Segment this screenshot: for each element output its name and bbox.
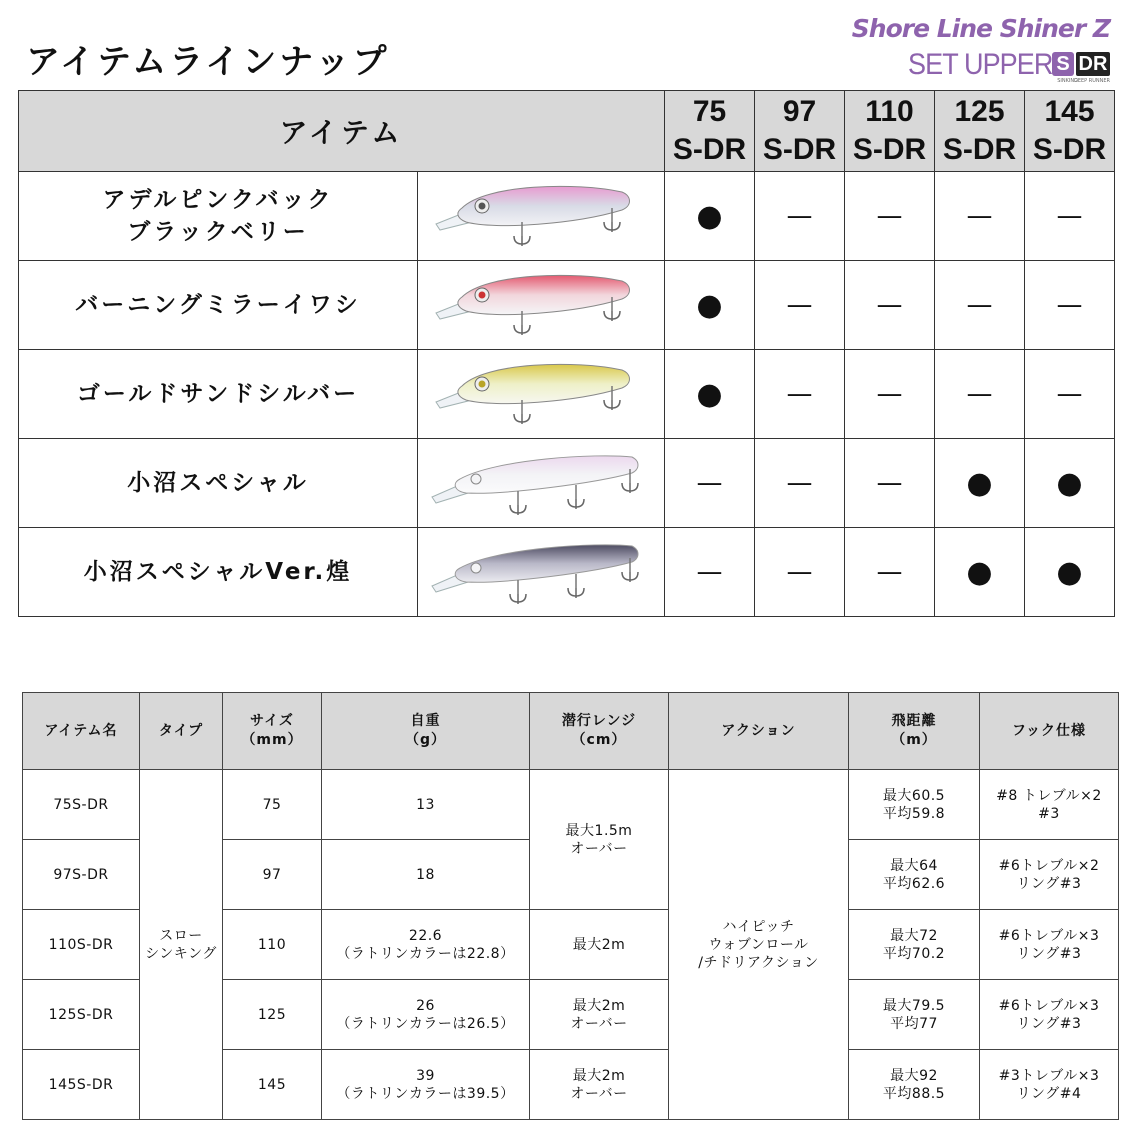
spec-hook: #6トレブル×3 リング#3 xyxy=(980,980,1119,1050)
lineup-row xyxy=(19,528,1115,617)
lineup-row xyxy=(19,350,1115,439)
size-header-97 xyxy=(755,91,845,172)
availability-mark: — xyxy=(935,350,1025,439)
availability-mark: — xyxy=(845,261,935,350)
spec-header-hook: フック仕様 xyxy=(980,693,1119,770)
lineup-table xyxy=(18,90,1115,617)
availability-mark: ● xyxy=(935,528,1025,617)
spec-range: 最大1.5m オーバー xyxy=(530,770,669,910)
spec-hook: #6トレブル×3 リング#3 xyxy=(980,910,1119,980)
availability-mark: ● xyxy=(665,261,755,350)
availability-mark: — xyxy=(665,439,755,528)
brand-logo xyxy=(840,14,1110,84)
availability-mark: — xyxy=(1025,350,1115,439)
spec-range: 最大2m オーバー xyxy=(530,980,669,1050)
size-header-145 xyxy=(1025,91,1115,172)
spec-header-action: アクション xyxy=(669,693,849,770)
spec-hook: #6トレブル×2 リング#3 xyxy=(980,840,1119,910)
spec-distance: 最大79.5 平均77 xyxy=(849,980,980,1050)
size-header-110 xyxy=(845,91,935,172)
spec-header-item-name: アイテム名 xyxy=(23,693,140,770)
deep-runner-badge: DR xyxy=(1076,52,1110,76)
size-type: S-DR xyxy=(942,133,1017,166)
spec-hook: #8 トレブル×2 #3 xyxy=(980,770,1119,840)
lineup-row xyxy=(19,261,1115,350)
spec-weight: 18 xyxy=(322,840,530,910)
spec-header-range: 潜行レンジ （cm） xyxy=(530,693,669,770)
spec-weight: 26 （ラトリンカラーは26.5） xyxy=(322,980,530,1050)
availability-mark: ● xyxy=(935,439,1025,528)
spec-header-type: タイプ xyxy=(140,693,223,770)
spec-item-name: 145S-DR xyxy=(23,1050,140,1120)
spec-header-row xyxy=(23,693,1119,770)
availability-mark: — xyxy=(845,350,935,439)
spec-type: スロー シンキング xyxy=(140,770,223,1120)
color-name: 小沼スペシャルVer.煌 xyxy=(19,528,418,617)
availability-mark: — xyxy=(1025,261,1115,350)
availability-mark: — xyxy=(755,528,845,617)
spec-item-name: 110S-DR xyxy=(23,910,140,980)
spec-item-name: 125S-DR xyxy=(23,980,140,1050)
color-name: 小沼スペシャル xyxy=(19,439,418,528)
spec-distance: 最大60.5 平均59.8 xyxy=(849,770,980,840)
item-column-header: アイテム xyxy=(19,91,665,172)
size-number: 97 xyxy=(782,95,817,128)
availability-mark: — xyxy=(665,528,755,617)
availability-mark: — xyxy=(755,439,845,528)
size-header-75 xyxy=(665,91,755,172)
size-type: S-DR xyxy=(852,133,927,166)
lure-image xyxy=(418,172,665,261)
spec-table xyxy=(22,692,1119,1120)
sinking-badge-caption: SINKING xyxy=(1057,78,1078,84)
spec-range: 最大2m xyxy=(530,910,669,980)
lineup-header-row xyxy=(19,91,1115,172)
size-type: S-DR xyxy=(672,133,747,166)
spec-item-name: 97S-DR xyxy=(23,840,140,910)
spec-row xyxy=(23,770,1119,840)
size-header-125 xyxy=(935,91,1025,172)
color-name: ゴールドサンドシルバー xyxy=(19,350,418,439)
lure-image xyxy=(418,528,665,617)
spec-size: 125 xyxy=(223,980,322,1050)
lineup-row xyxy=(19,172,1115,261)
availability-mark: — xyxy=(755,350,845,439)
deep-runner-badge-caption: DEEP RUNNER xyxy=(1073,78,1110,84)
spec-distance: 最大72 平均70.2 xyxy=(849,910,980,980)
spec-weight: 39 （ラトリンカラーは39.5） xyxy=(322,1050,530,1120)
sinking-badge: S xyxy=(1052,52,1074,76)
availability-mark: — xyxy=(935,261,1025,350)
spec-range: 最大2m オーバー xyxy=(530,1050,669,1120)
spec-header-size: サイズ （mm） xyxy=(223,693,322,770)
lure-image xyxy=(418,261,665,350)
lineup-row xyxy=(19,439,1115,528)
spec-size: 97 xyxy=(223,840,322,910)
availability-mark: ● xyxy=(665,350,755,439)
spec-size: 110 xyxy=(223,910,322,980)
spec-distance: 最大64 平均62.6 xyxy=(849,840,980,910)
page-title: アイテムラインナップ xyxy=(26,42,390,82)
spec-header-distance: 飛距離 （m） xyxy=(849,693,980,770)
availability-mark: — xyxy=(845,172,935,261)
spec-size: 145 xyxy=(223,1050,322,1120)
spec-size: 75 xyxy=(223,770,322,840)
spec-action: ハイピッチ ウォブンロール /チドリアクション xyxy=(669,770,849,1120)
availability-mark: — xyxy=(755,172,845,261)
availability-mark: ● xyxy=(1025,528,1115,617)
availability-mark: — xyxy=(845,528,935,617)
availability-mark: — xyxy=(845,439,935,528)
availability-mark: ● xyxy=(665,172,755,261)
size-number: 125 xyxy=(954,95,1005,128)
spec-header-weight: 自重 （g） xyxy=(322,693,530,770)
spec-weight: 13 xyxy=(322,770,530,840)
availability-mark: ● xyxy=(1025,439,1115,528)
spec-weight: 22.6 （ラトリンカラーは22.8） xyxy=(322,910,530,980)
size-number: 110 xyxy=(865,95,914,128)
spec-hook: #3トレブル×3 リング#4 xyxy=(980,1050,1119,1120)
brand-subtitle: SET UPPER xyxy=(907,48,1052,81)
size-type: S-DR xyxy=(762,133,837,166)
size-type: S-DR xyxy=(1032,133,1107,166)
size-number: 75 xyxy=(692,95,727,128)
availability-mark: — xyxy=(755,261,845,350)
availability-mark: — xyxy=(935,172,1025,261)
lure-image xyxy=(418,350,665,439)
spec-distance: 最大92 平均88.5 xyxy=(849,1050,980,1120)
color-name: アデルピンクバック ブラックベリー xyxy=(19,172,418,261)
lure-image xyxy=(418,439,665,528)
size-number: 145 xyxy=(1044,95,1095,128)
brand-name: Shore Line Shiner Z xyxy=(851,14,1110,43)
spec-item-name: 75S-DR xyxy=(23,770,140,840)
color-name: バーニングミラーイワシ xyxy=(19,261,418,350)
availability-mark: — xyxy=(1025,172,1115,261)
